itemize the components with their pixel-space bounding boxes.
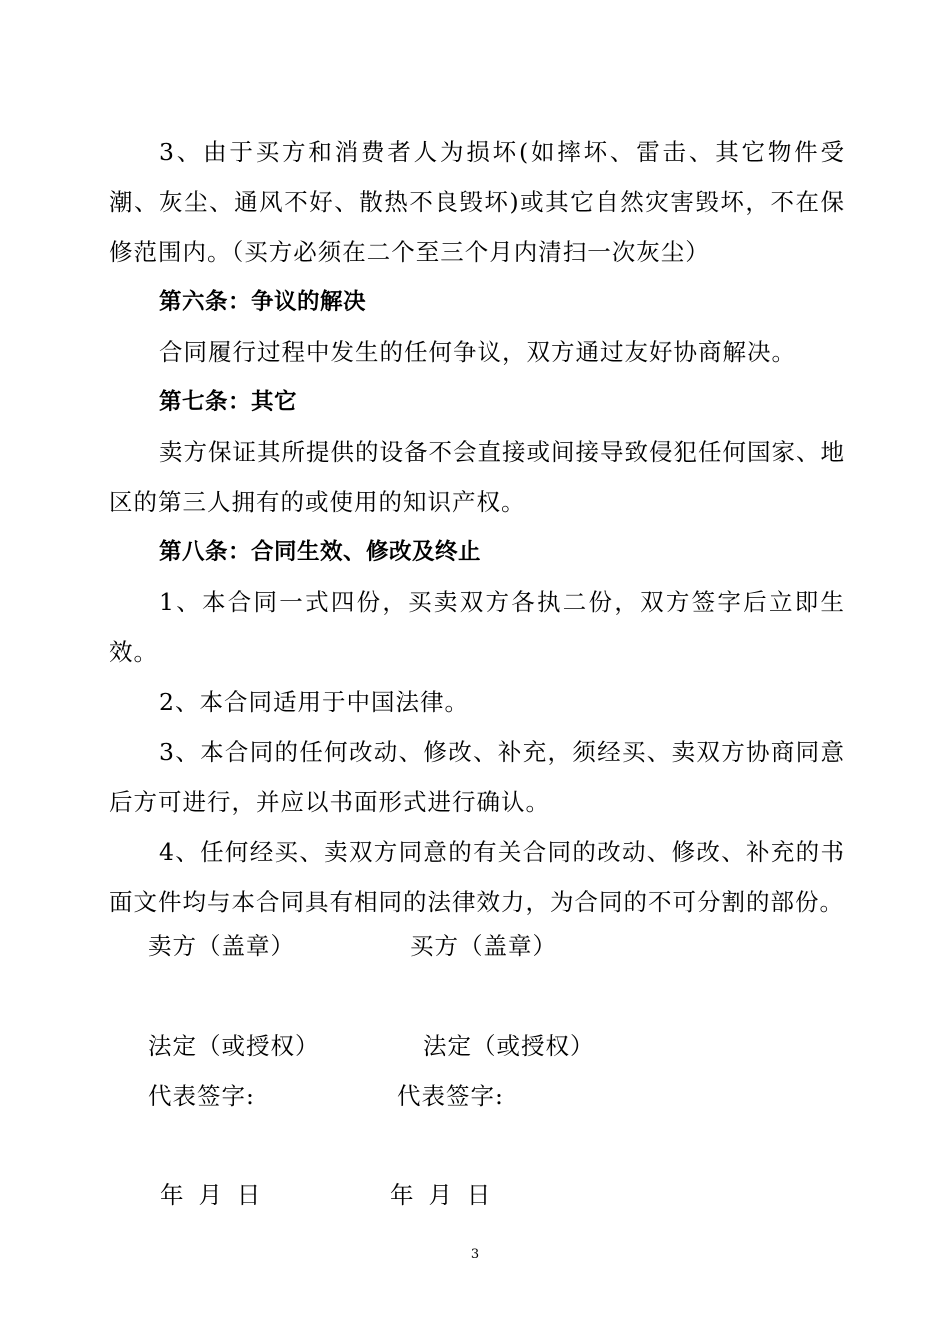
article8-item1: 1、本合同一式四份，买卖双方各执二份，双方签字后立即生效。 <box>109 588 845 666</box>
clause5-item3: 3、由于买方和消费者人为损坏(如摔坏、雷击、其它物件受潮、灰尘、通风不好、散热不良毁坏)或其它自然灾害毁坏，不在保修范围内。（买方必须在二个至三个月内清扫一次灰尘） <box>109 138 845 266</box>
article7-heading: 第七条：其它 <box>159 389 298 415</box>
page-number: 3 <box>470 1247 480 1262</box>
seller-date: 年 月 日 <box>160 1181 261 1209</box>
article7-text: 卖方保证其所提供的设备不会直接或间接导致侵犯任何国家、地区的第三人拥有的或使用的知识产权。 <box>109 438 845 516</box>
buyer-rep-label: 法定（或授权） <box>423 1032 595 1060</box>
seller-rep-label: 法定（或授权） <box>148 1032 320 1060</box>
buyer-sign-label: 代表签字: <box>397 1082 504 1110</box>
buyer-seal-label: 买方（盖章） <box>410 932 557 960</box>
article6-text: 合同履行过程中发生的任何争议，双方通过友好协商解决。 <box>159 338 796 366</box>
article8-item3: 3、本合同的任何改动、修改、补充，须经买、卖双方协商同意后方可进行，并应以书面形式进行确认。 <box>109 738 845 816</box>
article6-heading: 第六条：争议的解决 <box>159 289 367 315</box>
seller-seal-label: 卖方（盖章） <box>148 932 295 960</box>
article8-item2: 2、本合同适用于中国法律。 <box>159 688 469 716</box>
article8-item4: 4、任何经买、卖双方同意的有关合同的改动、修改、补充的书面文件均与本合同具有相同的法律效力，为合同的不可分割的部份。 <box>109 838 845 916</box>
seller-sign-label: 代表签字: <box>148 1082 255 1110</box>
article8-heading: 第八条：合同生效、修改及终止 <box>159 539 482 565</box>
contract-body <box>109 127 845 927</box>
buyer-date: 年 月 日 <box>390 1181 491 1209</box>
